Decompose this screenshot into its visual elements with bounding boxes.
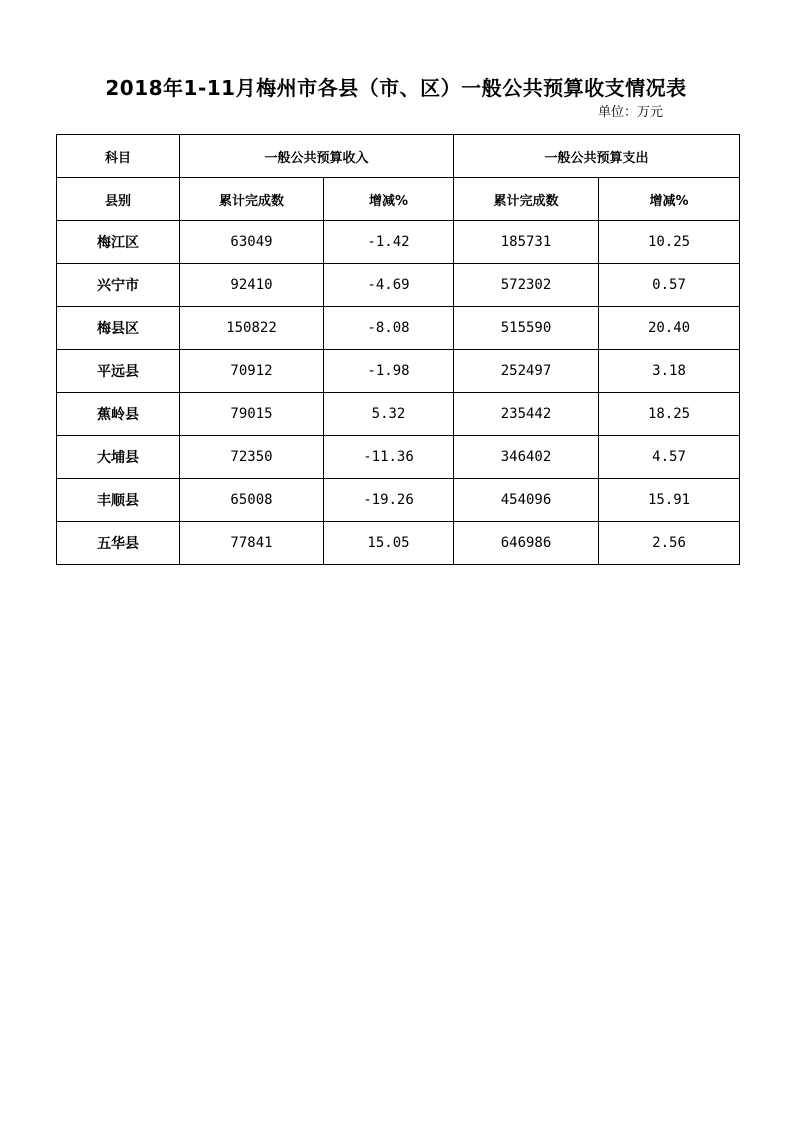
page-title: 2018年1-11月梅州市各县（市、区）一般公共预算收支情况表 — [105, 76, 687, 100]
revenue-change: -1.98 — [324, 350, 454, 393]
revenue-cumulative: 63049 — [180, 221, 324, 264]
table-row — [57, 479, 740, 522]
header-county: 县别 — [57, 178, 180, 221]
revenue-change: -8.08 — [324, 307, 454, 350]
header-row-1 — [57, 135, 740, 178]
expenditure-cumulative: 646986 — [454, 522, 599, 565]
expenditure-cumulative: 235442 — [454, 393, 599, 436]
expenditure-change: 18.25 — [599, 393, 740, 436]
header-rev-change: 增减% — [324, 178, 454, 221]
table-row — [57, 350, 740, 393]
revenue-change: -11.36 — [324, 436, 454, 479]
revenue-cumulative: 150822 — [180, 307, 324, 350]
county-name: 兴宁市 — [57, 264, 180, 307]
county-name: 蕉岭县 — [57, 393, 180, 436]
table-row — [57, 264, 740, 307]
revenue-cumulative: 70912 — [180, 350, 324, 393]
expenditure-cumulative: 252497 — [454, 350, 599, 393]
table-row — [57, 436, 740, 479]
table-row — [57, 221, 740, 264]
table-row — [57, 393, 740, 436]
table-row — [57, 522, 740, 565]
expenditure-change: 20.40 — [599, 307, 740, 350]
header-subject: 科目 — [57, 135, 180, 178]
revenue-cumulative: 77841 — [180, 522, 324, 565]
expenditure-cumulative: 185731 — [454, 221, 599, 264]
expenditure-cumulative: 454096 — [454, 479, 599, 522]
revenue-change: -19.26 — [324, 479, 454, 522]
expenditure-change: 0.57 — [599, 264, 740, 307]
header-exp-cumulative: 累计完成数 — [454, 178, 599, 221]
revenue-cumulative: 65008 — [180, 479, 324, 522]
header-rev-cumulative: 累计完成数 — [180, 178, 324, 221]
revenue-change: 15.05 — [324, 522, 454, 565]
county-name: 平远县 — [57, 350, 180, 393]
revenue-change: -4.69 — [324, 264, 454, 307]
header-exp-change: 增减% — [599, 178, 740, 221]
revenue-cumulative: 92410 — [180, 264, 324, 307]
expenditure-change: 4.57 — [599, 436, 740, 479]
revenue-cumulative: 72350 — [180, 436, 324, 479]
header-expenditure: 一般公共预算支出 — [454, 135, 740, 178]
revenue-change: 5.32 — [324, 393, 454, 436]
header-row-2 — [57, 178, 740, 221]
header-revenue: 一般公共预算收入 — [180, 135, 454, 178]
revenue-change: -1.42 — [324, 221, 454, 264]
unit-label: 单位：万元 — [598, 105, 664, 120]
expenditure-change: 10.25 — [599, 221, 740, 264]
expenditure-change: 2.56 — [599, 522, 740, 565]
county-name: 大埔县 — [57, 436, 180, 479]
expenditure-cumulative: 572302 — [454, 264, 599, 307]
county-name: 丰顺县 — [57, 479, 180, 522]
county-name: 梅县区 — [57, 307, 180, 350]
expenditure-change: 3.18 — [599, 350, 740, 393]
expenditure-cumulative: 515590 — [454, 307, 599, 350]
county-name: 五华县 — [57, 522, 180, 565]
table-row — [57, 307, 740, 350]
budget-table — [56, 134, 740, 565]
expenditure-change: 15.91 — [599, 479, 740, 522]
expenditure-cumulative: 346402 — [454, 436, 599, 479]
revenue-cumulative: 79015 — [180, 393, 324, 436]
county-name: 梅江区 — [57, 221, 180, 264]
